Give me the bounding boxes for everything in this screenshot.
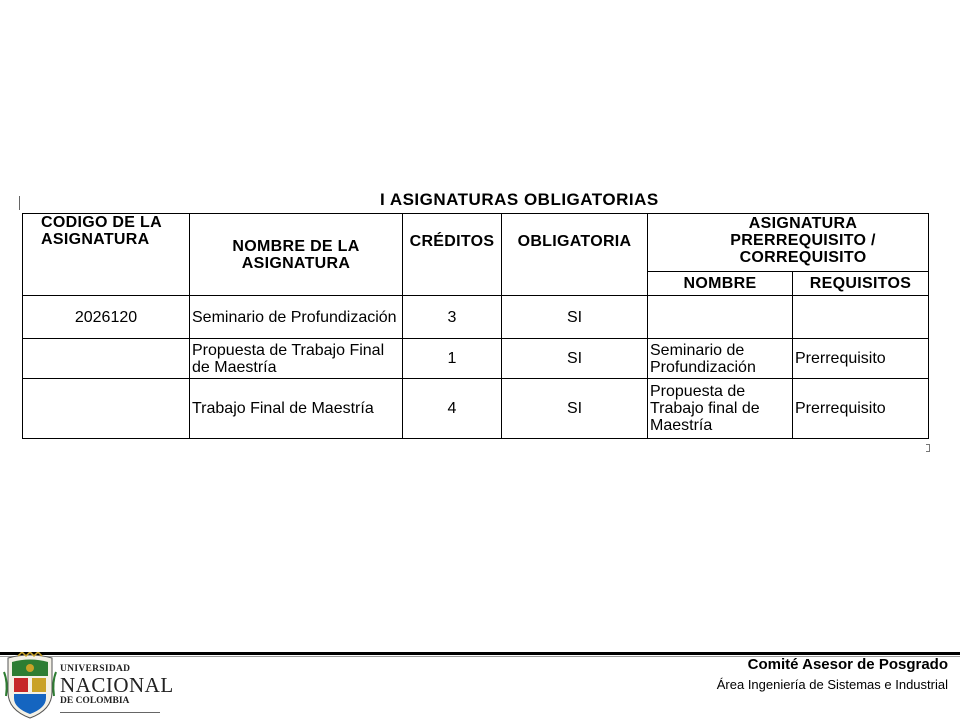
cell-prereq-name <box>648 296 793 339</box>
table-row <box>23 296 929 339</box>
header-prereq-name: NOMBRE <box>648 272 793 296</box>
header-credits: CRÉDITOS <box>403 214 502 296</box>
cell-name: Propuesta de Trabajo Final de Maestría <box>190 339 403 379</box>
cell-mandatory: SI <box>502 379 648 439</box>
cell-name: Trabajo Final de Maestría <box>190 379 403 439</box>
table-title: I ASIGNATURAS OBLIGATORIAS <box>380 190 659 209</box>
committee-name: Comité Asesor de Posgrado <box>747 656 948 673</box>
cell-mandatory: SI <box>502 339 648 379</box>
cell-prereq-requirements <box>793 296 929 339</box>
cell-mandatory: SI <box>502 296 648 339</box>
mandatory-subjects-table <box>22 213 929 439</box>
cell-prereq-name: Seminario de Profundización <box>648 339 793 379</box>
university-line2: NACIONAL <box>60 673 174 697</box>
cell-code <box>23 339 190 379</box>
cell-code: 2026120 <box>23 296 190 339</box>
table-row <box>23 379 929 439</box>
header-prereq: ASIGNATURA PRERREQUISITO / CORREQUISITO <box>648 214 929 272</box>
area-name: Área Ingeniería de Sistemas e Industrial <box>716 677 948 692</box>
cell-credits: 4 <box>403 379 502 439</box>
table-row <box>23 339 929 379</box>
cell-credits: 3 <box>403 296 502 339</box>
university-line1: UNIVERSIDAD <box>60 664 131 674</box>
corner-mark-left <box>19 196 20 210</box>
header-name: NOMBRE DE LA ASIGNATURA <box>190 214 403 296</box>
university-logo <box>2 652 174 720</box>
university-line3: DE COLOMBIA <box>60 696 130 706</box>
cell-name: Seminario de Profundización <box>190 296 403 339</box>
cell-prereq-requirements: Prerrequisito <box>793 379 929 439</box>
wordmark-underline <box>60 712 160 713</box>
header-mandatory: OBLIGATORIA <box>502 214 648 296</box>
table-header-row <box>23 214 929 272</box>
cell-prereq-name: Propuesta de Trabajo final de Maestría <box>648 379 793 439</box>
header-prereq-requirements: REQUISITOS <box>793 272 929 296</box>
cell-prereq-requirements: Prerrequisito <box>793 339 929 379</box>
cell-code <box>23 379 190 439</box>
cell-credits: 1 <box>403 339 502 379</box>
corner-mark-right <box>926 444 930 452</box>
header-code: CODIGO DE LA ASIGNATURA <box>23 214 190 296</box>
university-crest-icon <box>2 652 58 720</box>
